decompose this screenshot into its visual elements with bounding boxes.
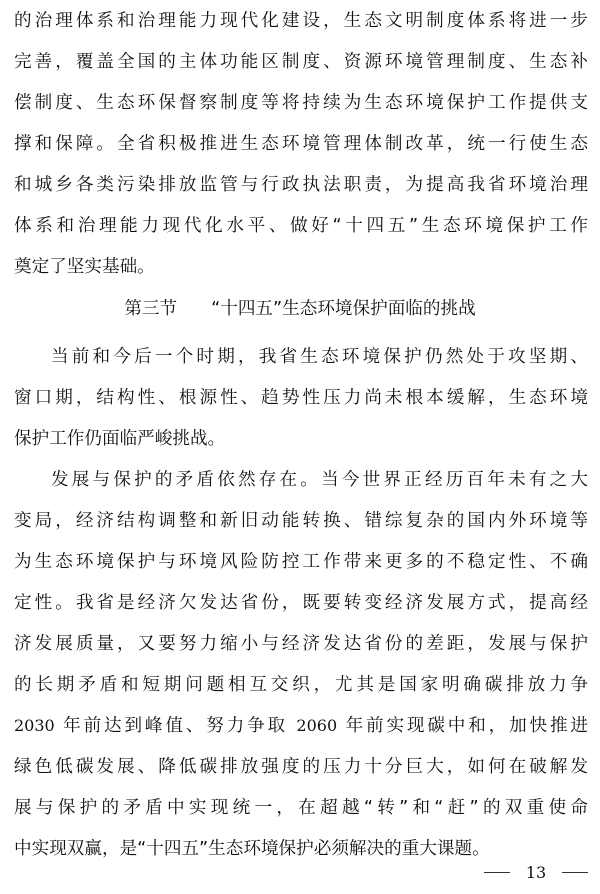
text-line: 为生态环境保护与环境风险防控工作带来更多的不稳定性、不确	[14, 552, 588, 572]
text-segment: 年前实现碳中和，加快推进	[337, 716, 588, 736]
text-line-with-years	[14, 705, 588, 747]
text-line: 奠定了坚实基础。	[14, 257, 155, 277]
text-line: 当前和今后一个时期，我省生态环境保护仍然处于攻坚期、	[51, 347, 588, 367]
text-segment: 年前达到峰值、努力争取	[54, 716, 297, 736]
text-line: 保护工作仍面临严峻挑战。	[14, 429, 226, 449]
text-line: 和城乡各类污染排放监管与行政执法职责，为提高我省环境治理	[14, 175, 588, 195]
text-line: 定性。我省是经济欠发达省份，既要转变经济发展方式，提高经	[14, 593, 588, 613]
text-line: 的长期矛盾和短期问题相互交织，尤其是国家明确碳排放力争	[14, 675, 588, 695]
section-title: “十四五”生态环境保护面临的挑战	[211, 299, 476, 319]
page-number: 13	[525, 862, 547, 882]
text-line: 窗口期，结构性、根源性、趋势性压力尚未根本缓解，生态环境	[14, 388, 588, 408]
text-line: 变局，经济结构调整和新旧动能转换、错综复杂的国内外环境等	[14, 511, 588, 531]
section-number: 第三节	[124, 299, 178, 319]
dash-right	[562, 872, 588, 873]
dash-left	[484, 872, 510, 873]
text-line: 中实现双赢，是“十四五”生态环境保护必须解决的重大课题。	[14, 839, 490, 859]
text-line: 偿制度、生态环保督察制度等将持续为生态环境保护工作提供支	[14, 93, 588, 113]
section-heading	[0, 288, 600, 330]
page-number-footer	[484, 860, 588, 884]
text-line: 绿色低碳发展、降低碳排放强度的压力十分巨大，如何在破解发	[14, 757, 588, 777]
year-number: 2030	[14, 716, 55, 735]
text-line: 撑和保障。全省积极推进生态环境管理体制改革，统一行使生态	[14, 134, 588, 154]
text-line: 完善，覆盖全国的主体功能区制度、资源环境管理制度、生态补	[14, 52, 588, 72]
text-line: 的治理体系和治理能力现代化建设，生态文明制度体系将进一步	[14, 11, 588, 31]
text-line: 展与保护的矛盾中实现统一，在超越“转”和“赶”的双重使命	[14, 798, 588, 818]
text-line: 发展与保护的矛盾依然存在。当今世界正经历百年未有之大	[51, 470, 588, 490]
text-line: 济发展质量，又要努力缩小与经济发达省份的差距，发展与保护	[14, 634, 588, 654]
text-line: 体系和治理能力现代化水平、做好“十四五”生态环境保护工作	[14, 216, 588, 236]
year-number: 2060	[296, 716, 338, 735]
